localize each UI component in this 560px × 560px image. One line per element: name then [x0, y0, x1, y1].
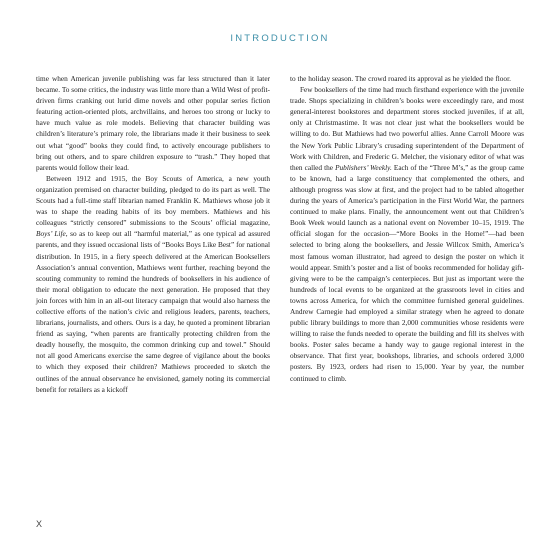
right-paragraph-2-text-b: Each of the “Three M’s,” as the group came to be known, had a large constituency that complemented the others, and although progress was slow at first, and the project had to be tabled altogether during the years of America’s participation in the First World War, the partners continued to make plans. Finally, the announcement went out that Children’s Book Week would launch as a national event on November 10–15, 1919. The official slogan for the occasion—“More Books in the Home!”—had been selected to bring along the booksellers, and Jessie Willcox Smith, America’s most famous woman illustrator, had agreed to design the poster on which it would appear. Smith’s poster and a list of books recommended for holiday gift-giving were to be the campaign’s centerpieces. But just as important were the hundreds of local events to be organized at the grassroots level in cities and towns across America, for which the committee furnished general guidelines. Andrew Carnegie had employed a similar strategy when he agreed to donate public library buildings to more than 2,000 communities whose residents were willing to raise the funds needed to operate the building and fill its shelves with books. Poster sales became a handy way to gauge regional interest in the observance. That first year, bookshops, libraries, and schools ordered 3,000 posters. By 1923, orders had risen to 15,000. Year by year, the number continued to climb.: [290, 162, 524, 383]
left-paragraph-2-text-b: , so as to keep out all “harmful material,” as one typical ad assured parents, and they issued occasional lists of “Books Boys Like Best” for national distribution. In 1915, in a fiery speech delivered at the American Booksellers Association’s annual convention, Mathiews went further, reaching beyond the scouting community to remind the hundreds of booksellers in his audience of their moral obligation to educate the next generation. He proposed that they join forces with him in an all-out literacy campaign that would also harness the collective efforts of the nation’s civic and religious leaders, parents, teachers, librarians, journalists, and others. Ours is a day, he quoted a prominent librarian friend as saying, “when parents are frantically protecting children from the deadly housefly, the mosquito, the common drinking cup and towel.” Should not all good Americans exercise the same degree of vigilance about the books to which they exposed their children? Mathiews proceeded to sketch the outlines of the annual observance he envisioned, gamely noting its commercial benefit for retailers as a kickoff: [36, 229, 270, 394]
running-header: INTRODUCTION: [230, 33, 330, 44]
page-number: X: [36, 519, 43, 529]
left-paragraph-2: [36, 173, 270, 395]
left-column: [36, 73, 270, 395]
magazine-title: Boys’ Life: [36, 229, 66, 239]
right-paragraph-2: [290, 84, 524, 384]
left-paragraph-1: time when American juvenile publishing was far less structured than it later became. To some critics, the industry was little more than a Wild West of profit-driven firms cranking out lurid dime novels and other popular series fiction featuring action-oriented plots, archvillains, and heroes too strong or lucky to have much value as role models. Believing that character building was children’s literature’s primary role, the librarians made it their business to seek out what “good” books they could find, to actively encourage publishers to bring out others, and to spare children exposure to “trash.” They hoped that parents would follow their lead.: [36, 74, 270, 172]
right-paragraph-1: to the holiday season. The crowd roared its approval as he yielded the floor.: [290, 74, 511, 83]
right-paragraph-2-text-a: Few booksellers of the time had much firsthand experience with the juvenile trade. Shops specializing in children’s books were exceedingly rare, and most general-interest bookstores and department stores stocked juveniles, if at all, only at Christmastime. It was not clear just what the booksellers would be willing to do. But Mathiews had two powerful allies. Anne Carroll Moore was the New York Public Library’s crusading superintendent of the Department of Work with Children, and Frederic G. Melcher, the visionary editor of what was then called the: [290, 85, 524, 172]
left-paragraph-2-text-a: Between 1912 and 1915, the Boy Scouts of America, a new youth organization premised on character building, pledged to do its part as well. The Scouts had a full-time staff librarian named Franklin K. Mathiews whose job it was to shape the reading habits of its boy members. Mathiews and his colleagues “strictly censored” submissions to the Scouts’ official magazine,: [36, 173, 270, 228]
right-column: [290, 73, 524, 384]
publication-title: Publishers’ Weekly.: [335, 162, 392, 172]
